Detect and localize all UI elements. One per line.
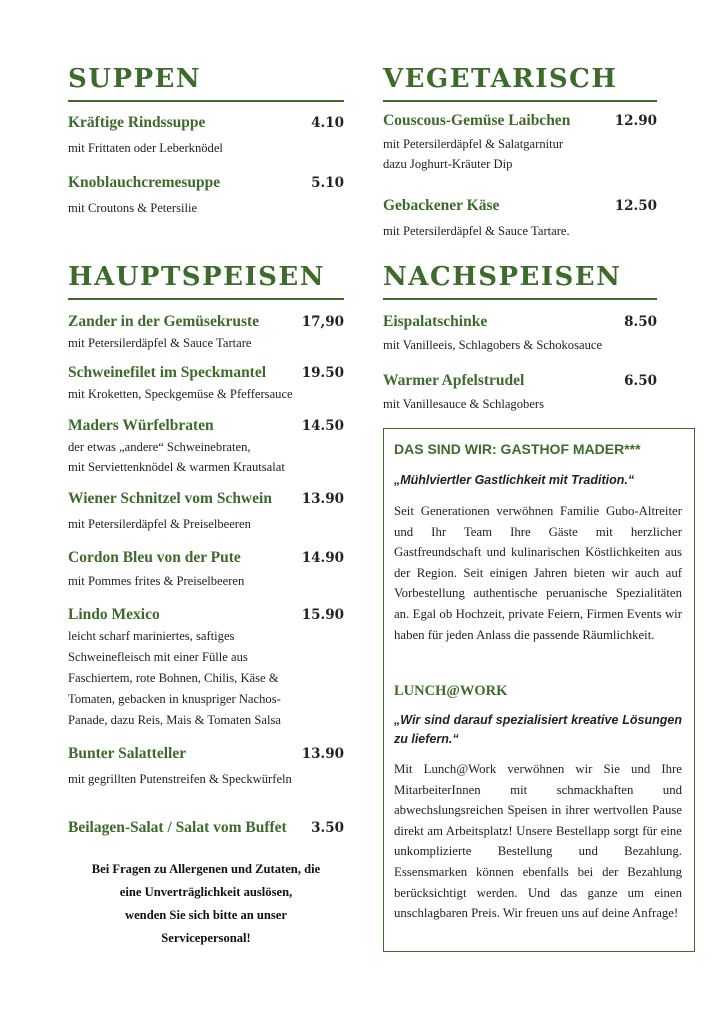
menu-item [68,549,344,591]
item-description: mit Kroketten, Speckgemüse & Pfeffersauce [68,387,293,401]
item-name: Knoblauchcremesuppe [68,174,221,191]
item-price: 4.10 [311,115,344,131]
item-description: mit Vanilleeis, Schlagobers & Schokosauce [383,338,603,352]
item-name: Maders Würfelbraten [68,417,214,434]
item-description: mit Petersilerdäpfel & Salatgarnitur dazu Joghurt-Kräuter Dip [383,137,564,171]
item-description: mit Frittaten oder Leberknödel [68,141,223,155]
item-name: Beilagen-Salat / Salat vom Buffet [68,819,287,836]
section-title-nachspeisen: NACHSPEISEN [383,264,657,300]
item-name: Gebackener Käse [383,197,500,214]
item-price: 14.90 [301,550,344,566]
item-price: 5.10 [311,175,344,191]
item-description: mit Petersilerdäpfel & Sauce Tartare. [383,224,570,238]
item-name: Bunter Salatteller [68,745,187,762]
item-price: 14.50 [301,418,344,434]
about-quote: „Mühlviertler Gastlichkeit mit Tradition.“ [394,473,635,487]
lunch-heading: LUNCH@WORK [394,683,508,699]
item-price: 6.50 [624,373,657,389]
item-description: mit Petersilerdäpfel & Preiselbeeren [68,517,251,531]
item-name: Kräftige Rindssuppe [68,114,206,131]
allergen-note: Bei Fragen zu Allergenen und Zutaten, die eine Unverträglichkeit auslösen, wenden Sie sich bitte an unser Servicepersonal! [91,862,321,945]
item-price: 15.90 [301,607,344,623]
menu-item [68,313,344,353]
item-price: 17,90 [301,314,344,330]
about-heading: DAS SIND WIR: GASTHOF MADER*** [394,441,641,457]
menu-item [68,819,344,837]
about-box [383,428,695,952]
menu-item [68,417,344,477]
item-description: mit Petersilerdäpfel & Sauce Tartare [68,336,252,350]
item-price: 12.90 [614,113,657,129]
item-price: 3.50 [311,820,344,836]
item-name: Cordon Bleu von der Pute [68,549,241,566]
menu-item [68,606,344,731]
item-description: mit Croutons & Petersilie [68,201,198,215]
menu-item [383,197,657,241]
lunch-quote: „Wir sind darauf spezialisiert kreative Lösungen zu liefern.“ [394,713,682,746]
item-name: Warmer Apfelstrudel [383,372,525,389]
item-price: 8.50 [624,314,657,330]
item-description: mit Vanillesauce & Schlagobers [383,397,544,411]
left-column [68,0,344,1024]
menu-item [68,745,344,789]
item-name: Lindo Mexico [68,606,160,623]
section-title-vegetarisch: VEGETARISCH [383,66,657,102]
item-name: Eispalatschinke [383,313,488,330]
item-description: leicht scharf mariniertes, saftiges Schweinefleisch mit einer Fülle aus Faschiertem, rote Bohnen, Chilis, Käse & Tomaten, gebacken in knuspriger Nachos- Panade, dazu Reis, Mais & Tomaten Salsa [68,629,281,727]
item-price: 13.90 [301,746,344,762]
menu-item [383,372,657,414]
item-price: 12.50 [614,198,657,214]
menu-item [383,313,657,355]
item-name: Schweinefilet im Speckmantel [68,364,267,381]
menu-item [68,114,344,158]
item-price: 13.90 [301,491,344,507]
about-text: Seit Generationen verwöhnen Familie Gubo-Altreiter und Ihr Team Ihre Gäste mit herzlicher Gastfreundschaft und kulinarischen Köstlichkeiten aus der Region. Seit einigen Jahren bieten wir auch auf Vorbestellung authentische peruanische Spezialitäten an. Egal ob Hochzeit, private Feiern, Firmen Events wir haben für jeden Anlass die passende Räumlichkeit. [394,504,682,642]
item-description: mit gegrillten Putenstreifen & Speckwürfeln [68,772,292,786]
lunch-text: Mit Lunch@Work verwöhnen wir Sie und Ihre MitarbeiterInnen mit schmackhaften und abwechslungsreichen Speisen in ihrer wertvollen Pause direkt am Arbeitsplatz! Unsere Bestellapp sorgt für eine unkomplizierte Bestellung und Bezahlung. Essensmarken können ebenfalls bei der Bezahlung berücksichtigt werden. Und das ganze um einen unschlagbaren Preis. Wir freuen uns auf deine Anfrage! [394,762,682,921]
menu-item [68,174,344,218]
menu-item [383,112,657,174]
item-name: Zander in der Gemüsekruste [68,313,260,330]
section-title-suppen: SUPPEN [68,66,344,102]
section-title-hauptspeisen: HAUPTSPEISEN [68,264,344,300]
item-description: der etwas „andere“ Schweinebraten, mit Serviettenknödel & warmen Krautsalat [68,440,285,474]
item-name: Wiener Schnitzel vom Schwein [68,490,272,507]
item-price: 19.50 [301,365,344,381]
menu-item [68,364,344,404]
item-name: Couscous-Gemüse Laibchen [383,112,571,129]
menu-item [68,490,344,534]
right-column [383,0,657,420]
item-description: mit Pommes frites & Preiselbeeren [68,574,245,588]
